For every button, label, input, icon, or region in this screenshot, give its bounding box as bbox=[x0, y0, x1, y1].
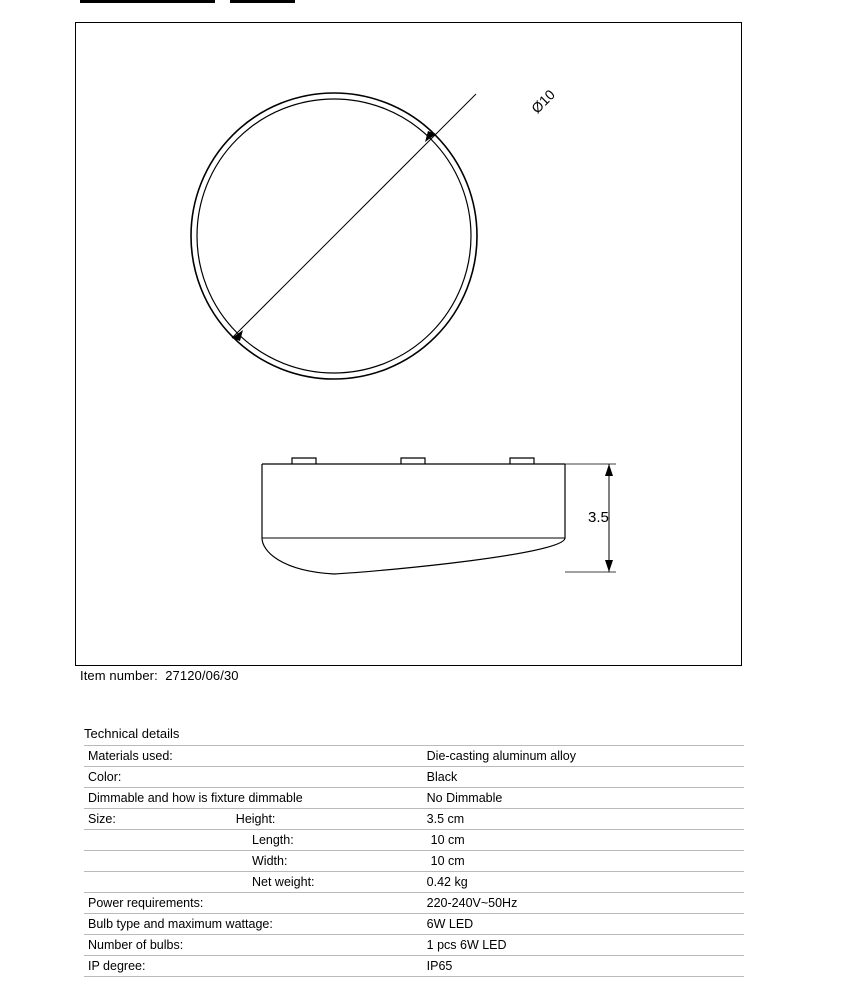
technical-row-label: Power requirements: bbox=[84, 893, 421, 914]
technical-row-value: No Dimmable bbox=[421, 788, 744, 809]
technical-row-label: Color: bbox=[84, 767, 421, 788]
technical-row-sublabel: Net weight: bbox=[252, 874, 315, 889]
item-number: Item number: 27120/06/30 bbox=[80, 668, 239, 683]
product-technical-drawing bbox=[76, 23, 741, 665]
technical-row-label bbox=[84, 851, 421, 872]
technical-row-value: 10 cm bbox=[421, 830, 744, 851]
technical-row-label: Bulb type and maximum wattage: bbox=[84, 914, 421, 935]
technical-row-label: Materials used: bbox=[84, 746, 421, 767]
technical-details-table-body bbox=[84, 746, 744, 977]
technical-row-value: 10 cm bbox=[421, 851, 744, 872]
technical-row-value: 3.5 cm bbox=[421, 809, 744, 830]
table-row bbox=[84, 914, 744, 935]
top-rule-left bbox=[80, 0, 215, 3]
technical-details-title: Technical details bbox=[84, 726, 180, 741]
technical-row-value: 1 pcs 6W LED bbox=[421, 935, 744, 956]
table-row bbox=[84, 935, 744, 956]
side-view-body bbox=[262, 458, 565, 574]
product-drawing-frame bbox=[75, 22, 742, 666]
technical-row-value: Black bbox=[421, 767, 744, 788]
technical-row-label bbox=[84, 830, 421, 851]
diameter-dimension-line bbox=[232, 94, 476, 341]
page-top-rules bbox=[80, 0, 380, 6]
technical-row-value: 0.42 kg bbox=[421, 872, 744, 893]
technical-row-value: 220-240V~50Hz bbox=[421, 893, 744, 914]
technical-row-value: 6W LED bbox=[421, 914, 744, 935]
technical-row-value: Die-casting aluminum alloy bbox=[421, 746, 744, 767]
table-row bbox=[84, 872, 744, 893]
technical-details-table bbox=[84, 745, 744, 977]
technical-row-label: Dimmable and how is fixture dimmable bbox=[84, 788, 421, 809]
technical-row-value: IP65 bbox=[421, 956, 744, 977]
technical-row-sublabel: Height: bbox=[235, 811, 276, 826]
technical-row-sublabel: Width: bbox=[252, 853, 288, 868]
top-rule-right bbox=[230, 0, 295, 3]
technical-row-label: Size: Height: bbox=[84, 809, 421, 830]
technical-row-label: Number of bulbs: bbox=[84, 935, 421, 956]
table-row bbox=[84, 788, 744, 809]
table-row bbox=[84, 851, 744, 872]
table-row bbox=[84, 809, 744, 830]
table-row bbox=[84, 767, 744, 788]
table-row bbox=[84, 830, 744, 851]
height-label: 3.5 bbox=[588, 509, 609, 526]
table-row bbox=[84, 956, 744, 977]
diameter-label: Ø10 bbox=[528, 86, 559, 117]
table-row bbox=[84, 746, 744, 767]
technical-row-sublabel: Length: bbox=[252, 832, 294, 847]
table-row bbox=[84, 893, 744, 914]
technical-row-label: IP degree: bbox=[84, 956, 421, 977]
technical-row-label bbox=[84, 872, 421, 893]
